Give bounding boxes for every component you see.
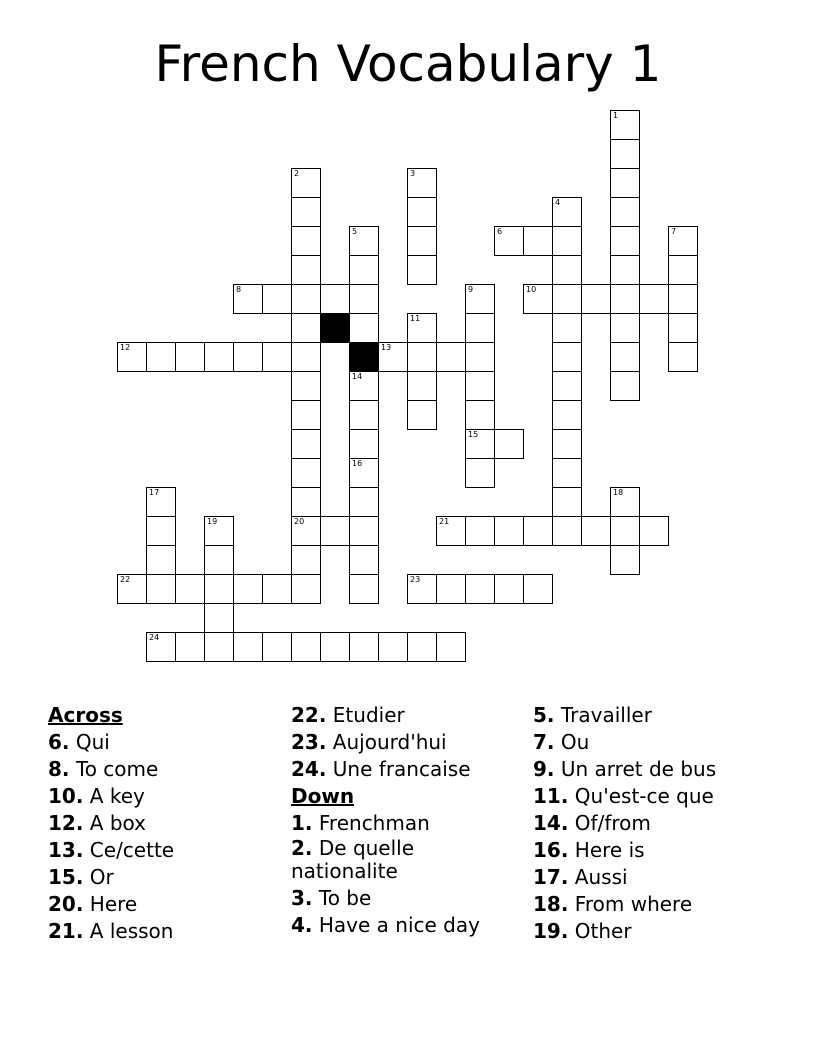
grid-cell[interactable] xyxy=(407,313,437,343)
grid-cell[interactable] xyxy=(320,516,350,546)
grid-cell[interactable] xyxy=(494,226,524,256)
grid-cell[interactable] xyxy=(146,342,176,372)
cell-number: 23 xyxy=(410,575,421,584)
grid-cell[interactable] xyxy=(117,342,147,372)
grid-cell[interactable] xyxy=(610,516,640,546)
cell-number: 14 xyxy=(352,372,363,381)
grid-cell[interactable] xyxy=(349,371,379,401)
clue-list xyxy=(0,702,816,962)
grid-cell[interactable] xyxy=(407,400,437,430)
cell-number: 12 xyxy=(120,343,131,352)
cell-number: 19 xyxy=(207,517,218,526)
grid-cell[interactable] xyxy=(668,313,698,343)
grid-cell[interactable] xyxy=(291,371,321,401)
across-clue-23: 23. Aujourd'hui xyxy=(291,730,447,754)
cell-number: 10 xyxy=(526,285,537,294)
cell-number: 6 xyxy=(497,227,503,236)
grid-cell[interactable] xyxy=(407,255,437,285)
grid-cell[interactable] xyxy=(349,574,379,604)
down-clue-9: 9. Un arret de bus xyxy=(533,757,717,781)
grid-cell[interactable] xyxy=(465,516,495,546)
across-clue-22: 22. Etudier xyxy=(291,703,405,727)
grid-cell[interactable] xyxy=(465,458,495,488)
grid-cell[interactable] xyxy=(610,226,640,256)
grid-cell[interactable] xyxy=(146,545,176,575)
grid-cell[interactable] xyxy=(262,632,292,662)
across-clue-13: 13. Ce/cette xyxy=(48,838,175,862)
grid-cell[interactable] xyxy=(465,429,495,459)
grid-cell[interactable] xyxy=(407,342,437,372)
down-clue-7: 7. Ou xyxy=(533,730,590,754)
cell-number: 13 xyxy=(381,343,392,352)
grid-cell[interactable] xyxy=(349,516,379,546)
grid-cell[interactable] xyxy=(378,632,408,662)
down-clue-19: 19. Other xyxy=(533,919,632,943)
grid-cell[interactable] xyxy=(378,342,408,372)
down-clue-2: 2. De quelle nationalite xyxy=(291,836,415,883)
grid-cell[interactable] xyxy=(291,429,321,459)
across-clue-15: 15. Or xyxy=(48,865,114,889)
grid-cell[interactable] xyxy=(291,168,321,198)
grid-cell[interactable] xyxy=(668,226,698,256)
down-clue-14: 14. Of/from xyxy=(533,811,651,835)
grid-cell[interactable] xyxy=(407,226,437,256)
down-clue-16: 16. Here is xyxy=(533,838,645,862)
grid-cell[interactable] xyxy=(349,400,379,430)
grid-cell[interactable] xyxy=(639,284,669,314)
across-clue-8: 8. To come xyxy=(48,757,159,781)
grid-cell[interactable] xyxy=(494,429,524,459)
down-heading: Down xyxy=(291,784,355,808)
grid-cell[interactable] xyxy=(146,487,176,517)
grid-cell[interactable] xyxy=(291,458,321,488)
grid-cell[interactable] xyxy=(349,429,379,459)
cell-number: 20 xyxy=(294,517,305,526)
grid-cell[interactable] xyxy=(175,632,205,662)
grid-block xyxy=(349,342,379,372)
grid-cell[interactable] xyxy=(552,284,582,314)
grid-cell[interactable] xyxy=(552,255,582,285)
grid-cell[interactable] xyxy=(436,632,466,662)
clue-column-3 xyxy=(533,702,773,945)
grid-cell[interactable] xyxy=(291,255,321,285)
grid-cell[interactable] xyxy=(175,342,205,372)
grid-cell[interactable] xyxy=(610,342,640,372)
grid-cell[interactable] xyxy=(552,516,582,546)
grid-cell[interactable] xyxy=(349,313,379,343)
grid-cell[interactable] xyxy=(436,574,466,604)
grid-cell[interactable] xyxy=(291,226,321,256)
grid-cell[interactable] xyxy=(552,197,582,227)
down-clue-3: 3. To be xyxy=(291,886,372,910)
grid-cell[interactable] xyxy=(639,516,669,546)
cell-number: 7 xyxy=(671,227,677,236)
grid-cell[interactable] xyxy=(291,197,321,227)
grid-cell[interactable] xyxy=(552,342,582,372)
across-clue-10: 10. A key xyxy=(48,784,145,808)
down-clue-4: 4. Have a nice day xyxy=(291,913,480,937)
grid-cell[interactable] xyxy=(291,574,321,604)
grid-cell[interactable] xyxy=(436,516,466,546)
grid-cell[interactable] xyxy=(233,574,263,604)
cell-number: 8 xyxy=(236,285,242,294)
grid-cell[interactable] xyxy=(349,226,379,256)
grid-cell[interactable] xyxy=(668,342,698,372)
grid-cell[interactable] xyxy=(291,400,321,430)
grid-cell[interactable] xyxy=(581,516,611,546)
grid-cell[interactable] xyxy=(610,487,640,517)
grid-cell[interactable] xyxy=(465,400,495,430)
grid-cell[interactable] xyxy=(552,487,582,517)
cell-number: 5 xyxy=(352,227,358,236)
grid-cell[interactable] xyxy=(262,342,292,372)
grid-block xyxy=(320,313,350,343)
grid-cell[interactable] xyxy=(291,632,321,662)
grid-cell[interactable] xyxy=(552,400,582,430)
grid-cell[interactable] xyxy=(291,516,321,546)
grid-cell[interactable] xyxy=(204,603,234,633)
grid-cell[interactable] xyxy=(465,574,495,604)
down-clue-17: 17. Aussi xyxy=(533,865,628,889)
grid-cell[interactable] xyxy=(552,371,582,401)
grid-cell[interactable] xyxy=(610,371,640,401)
grid-cell[interactable] xyxy=(552,458,582,488)
grid-cell[interactable] xyxy=(407,574,437,604)
cell-number: 9 xyxy=(468,285,474,294)
clue-column-2 xyxy=(291,702,531,939)
grid-cell[interactable] xyxy=(291,487,321,517)
across-clue-12: 12. A box xyxy=(48,811,146,835)
grid-cell[interactable] xyxy=(204,574,234,604)
grid-cell[interactable] xyxy=(523,226,553,256)
grid-cell[interactable] xyxy=(320,632,350,662)
across-heading: Across xyxy=(48,703,123,727)
grid-cell[interactable] xyxy=(204,342,234,372)
grid-cell[interactable] xyxy=(320,284,350,314)
down-clue-5: 5. Travailler xyxy=(533,703,652,727)
grid-cell[interactable] xyxy=(291,313,321,343)
grid-cell[interactable] xyxy=(349,255,379,285)
grid-cell[interactable] xyxy=(610,197,640,227)
grid-cell[interactable] xyxy=(117,574,147,604)
grid-cell[interactable] xyxy=(407,168,437,198)
grid-cell[interactable] xyxy=(204,516,234,546)
grid-cell[interactable] xyxy=(233,632,263,662)
grid-cell[interactable] xyxy=(668,255,698,285)
across-clue-6: 6. Qui xyxy=(48,730,110,754)
grid-cell[interactable] xyxy=(291,342,321,372)
grid-cell[interactable] xyxy=(494,574,524,604)
grid-cell[interactable] xyxy=(610,110,640,140)
cell-number: 11 xyxy=(410,314,421,323)
grid-cell[interactable] xyxy=(349,545,379,575)
grid-cell[interactable] xyxy=(523,574,553,604)
down-clue-11: 11. Qu'est-ce que xyxy=(533,784,714,808)
cell-number: 18 xyxy=(613,488,624,497)
grid-cell[interactable] xyxy=(465,342,495,372)
grid-cell[interactable] xyxy=(552,313,582,343)
grid-cell[interactable] xyxy=(610,284,640,314)
cell-number: 4 xyxy=(555,198,561,207)
grid-cell[interactable] xyxy=(349,458,379,488)
grid-cell[interactable] xyxy=(552,226,582,256)
grid-cell[interactable] xyxy=(407,632,437,662)
grid-cell[interactable] xyxy=(233,342,263,372)
cell-number: 22 xyxy=(120,575,131,584)
grid-cell[interactable] xyxy=(291,545,321,575)
grid-cell[interactable] xyxy=(175,574,205,604)
grid-cell[interactable] xyxy=(233,284,263,314)
cell-number: 15 xyxy=(468,430,479,439)
grid-cell[interactable] xyxy=(610,255,640,285)
grid-cell[interactable] xyxy=(436,342,466,372)
clue-column-1 xyxy=(48,702,288,945)
grid-cell[interactable] xyxy=(146,574,176,604)
grid-cell[interactable] xyxy=(610,168,640,198)
across-clue-20: 20. Here xyxy=(48,892,138,916)
grid-cell[interactable] xyxy=(349,632,379,662)
across-clue-21: 21. A lesson xyxy=(48,919,174,943)
down-clue-1: 1. Frenchman xyxy=(291,811,430,835)
across-clue-24: 24. Une francaise xyxy=(291,757,471,781)
cell-number: 17 xyxy=(149,488,160,497)
grid-cell[interactable] xyxy=(465,284,495,314)
grid-cell[interactable] xyxy=(146,516,176,546)
grid-cell[interactable] xyxy=(146,632,176,662)
grid-cell[interactable] xyxy=(610,545,640,575)
grid-cell[interactable] xyxy=(262,574,292,604)
grid-cell[interactable] xyxy=(465,371,495,401)
down-clue-18: 18. From where xyxy=(533,892,693,916)
grid-cell[interactable] xyxy=(262,284,292,314)
grid-cell[interactable] xyxy=(349,487,379,517)
grid-cell[interactable] xyxy=(523,284,553,314)
grid-cell[interactable] xyxy=(349,284,379,314)
cell-number: 2 xyxy=(294,169,300,178)
cell-number: 1 xyxy=(613,111,619,120)
grid-cell[interactable] xyxy=(494,516,524,546)
grid-cell[interactable] xyxy=(204,545,234,575)
page-title: French Vocabulary 1 xyxy=(154,35,662,93)
grid-cell[interactable] xyxy=(552,429,582,459)
grid-cell[interactable] xyxy=(581,284,611,314)
grid-cell[interactable] xyxy=(465,313,495,343)
grid-cell[interactable] xyxy=(668,284,698,314)
grid-cell[interactable] xyxy=(407,371,437,401)
cell-number: 24 xyxy=(149,633,160,642)
grid-cell[interactable] xyxy=(523,516,553,546)
grid-cell[interactable] xyxy=(407,197,437,227)
cell-number: 21 xyxy=(439,517,450,526)
grid-cell[interactable] xyxy=(610,139,640,169)
cell-number: 16 xyxy=(352,459,363,468)
grid-cell[interactable] xyxy=(291,284,321,314)
grid-cell[interactable] xyxy=(204,632,234,662)
grid-cell[interactable] xyxy=(610,313,640,343)
cell-number: 3 xyxy=(410,169,416,178)
